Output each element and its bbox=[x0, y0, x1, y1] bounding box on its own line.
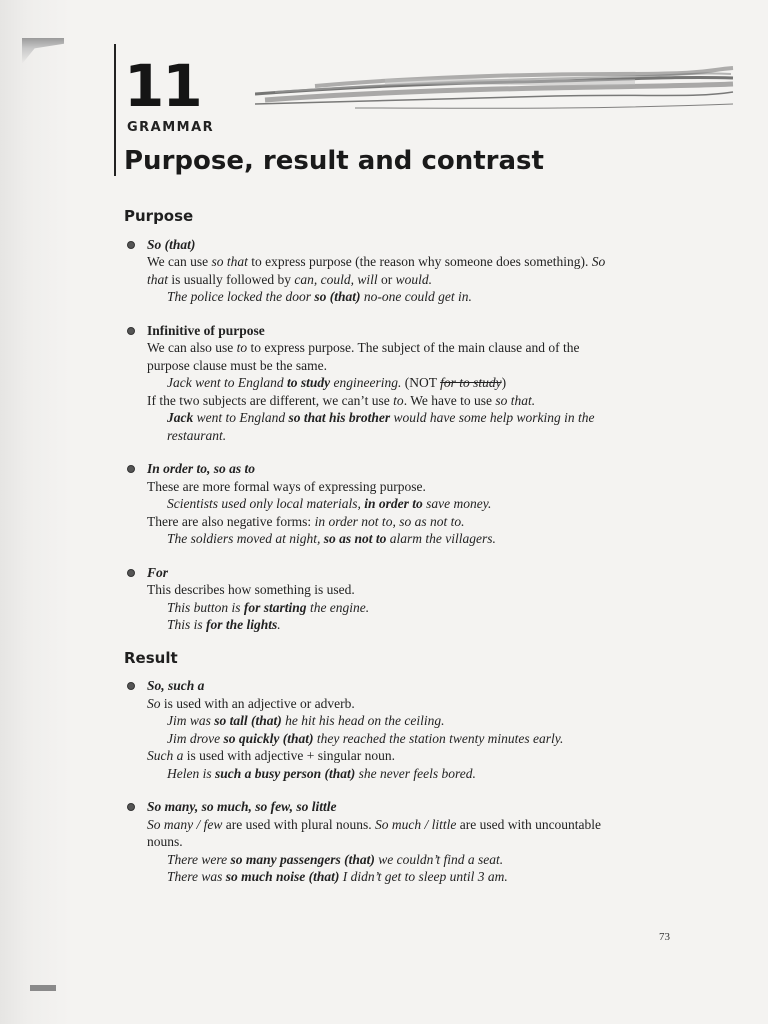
rule-for bbox=[124, 564, 674, 634]
grammar-content bbox=[124, 208, 674, 886]
explanation-line: If the two subjects are different, we can’t use to. We have to use so that. bbox=[147, 392, 536, 408]
explanation-line: These are more formal ways of expressing purpose. bbox=[147, 478, 426, 494]
rule-so-such-a bbox=[124, 677, 674, 782]
bullet-icon bbox=[127, 682, 135, 690]
example-sentence: There was so much noise (that) I didn’t get to sleep until 3 am. bbox=[167, 869, 508, 884]
explanation-line: purpose clause must be the same. bbox=[147, 357, 327, 373]
bullet-icon bbox=[127, 241, 135, 249]
rule-so-many-so-much bbox=[124, 798, 674, 886]
explanation-line: We can also use to to express purpose. The subject of the main clause and of the bbox=[147, 340, 580, 355]
explanation-line: So many / few are used with plural nouns. So much / little are used with uncountable bbox=[147, 816, 602, 832]
chapter-title: Purpose, result and contrast bbox=[124, 146, 544, 176]
explanation-line: This describes how something is used. bbox=[147, 582, 355, 597]
chapter-vertical-rule bbox=[114, 44, 116, 176]
explanation-line: that is usually followed by can, could, will or would. bbox=[147, 271, 433, 287]
brush-swoosh-decoration bbox=[255, 64, 735, 124]
page-number: 73 bbox=[659, 931, 670, 943]
rule-title: So (that) bbox=[147, 236, 196, 252]
rule-title: For bbox=[147, 564, 169, 580]
explanation-line: Such a is used with adjective + singular noun. bbox=[147, 748, 395, 763]
explanation-line: So is used with an adjective or adverb. bbox=[147, 695, 355, 711]
rule-title: So many, so much, so few, so little bbox=[147, 799, 337, 814]
rule-title: So, such a bbox=[147, 678, 205, 693]
example-sentence: Helen is such a busy person (that) she never feels bored. bbox=[167, 765, 476, 781]
example-sentence: Jack went to England so that his brother would have some help working in the bbox=[167, 410, 595, 425]
bullet-icon bbox=[127, 327, 135, 335]
rule-so-that bbox=[124, 236, 674, 306]
chapter-number: 11 bbox=[124, 52, 201, 120]
rule-in-order-to bbox=[124, 460, 674, 548]
example-sentence: There were so many passengers (that) we couldn’t find a seat. bbox=[167, 851, 504, 867]
example-sentence: This is for the lights. bbox=[167, 617, 281, 632]
incorrect-form: for to study bbox=[440, 375, 502, 390]
section-label: GRAMMAR bbox=[127, 120, 215, 135]
example-sentence: Scientists used only local materials, in order to save money. bbox=[167, 496, 492, 511]
example-sentence: Jim drove so quickly (that) they reached the station twenty minutes early. bbox=[167, 730, 564, 746]
example-sentence: The soldiers moved at night, so as not to alarm the villagers. bbox=[167, 531, 496, 546]
example-sentence: Jim was so tall (that) he hit his head on the ceiling. bbox=[167, 713, 445, 728]
edge-mark bbox=[30, 985, 56, 991]
example-sentence: This button is for starting the engine. bbox=[167, 599, 370, 615]
rule-infinitive-of-purpose bbox=[124, 322, 674, 445]
explanation-line: There are also negative forms: in order not to, so as not to. bbox=[147, 513, 465, 529]
explanation-line: We can use so that to express purpose (the reason why someone does something). So bbox=[147, 254, 606, 269]
rule-title: Infinitive of purpose bbox=[147, 322, 265, 338]
example-sentence: Jack went to England to study engineering. (NOT for to study) bbox=[167, 375, 507, 390]
result-heading: Result bbox=[124, 648, 178, 667]
bullet-icon bbox=[127, 569, 135, 577]
purpose-heading: Purpose bbox=[124, 207, 194, 225]
example-sentence-continued: restaurant. bbox=[167, 427, 227, 443]
explanation-line: nouns. bbox=[147, 834, 183, 849]
scan-shadow-edge bbox=[0, 0, 70, 1024]
bullet-icon bbox=[127, 803, 135, 811]
rule-title: In order to, so as to bbox=[147, 461, 256, 476]
example-sentence: The police locked the door so (that) no-one could get in. bbox=[167, 289, 472, 304]
bullet-icon bbox=[127, 465, 135, 473]
